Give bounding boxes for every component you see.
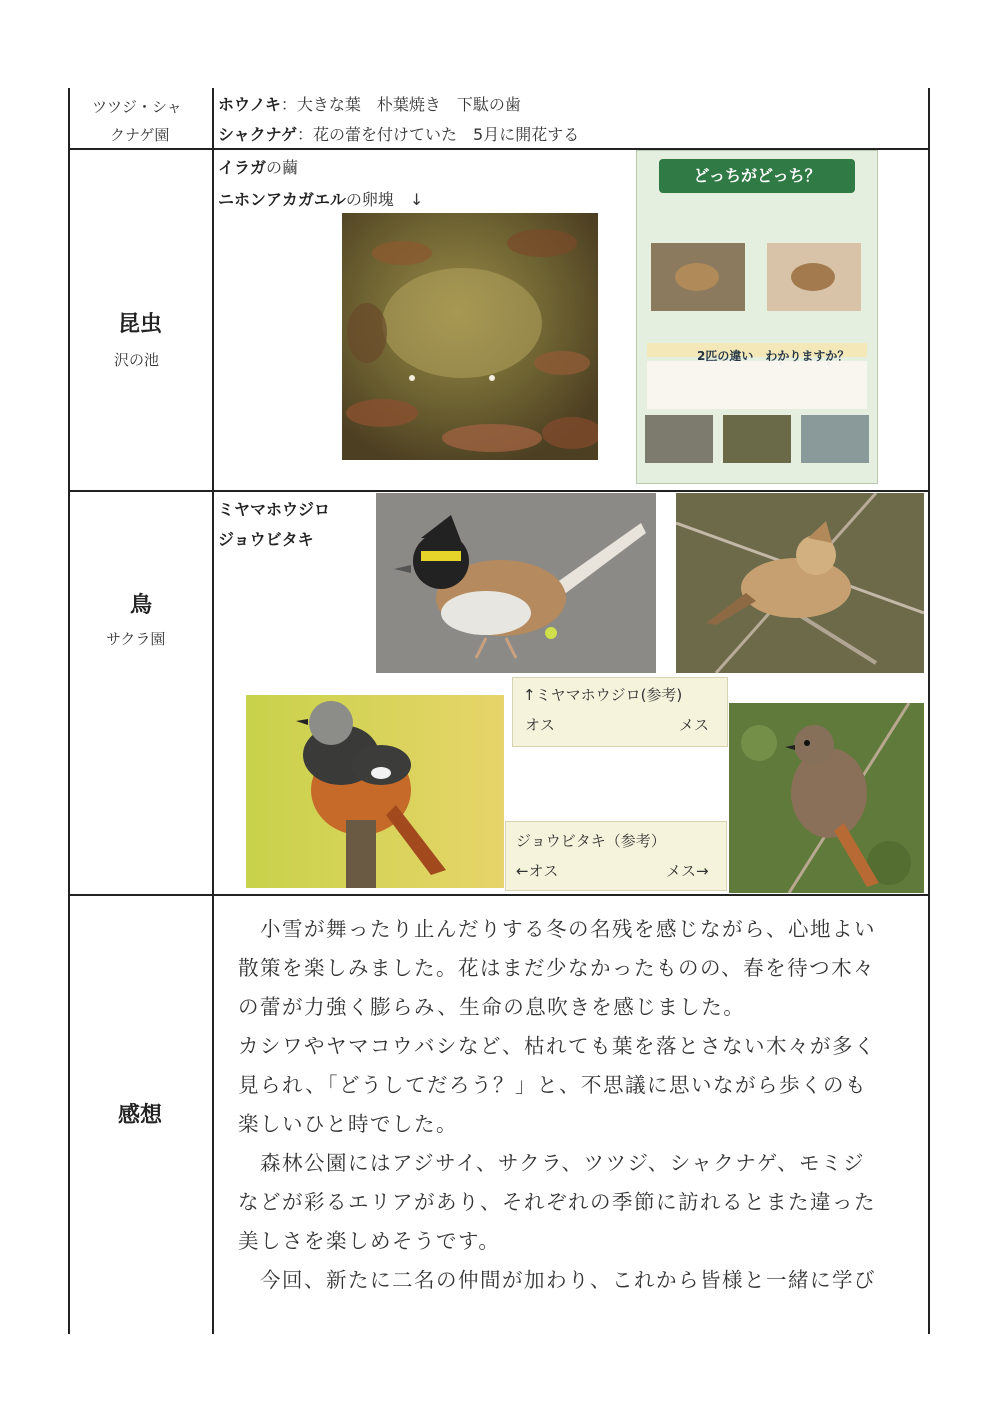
row-label-tsutsuji-1: ツツジ・シャ bbox=[92, 98, 182, 116]
item-name: ホウノキ bbox=[218, 95, 281, 114]
caption-male: オス bbox=[525, 716, 555, 734]
table-right-border bbox=[928, 88, 930, 1334]
impressions-line: 見られ、「どうしてだろう？」と、不思議に思いながら歩くのも bbox=[238, 1073, 867, 1097]
frog-comparison-sign-photo bbox=[636, 150, 878, 484]
caption-title: ジョウビタキ（参考） bbox=[516, 832, 666, 850]
joubitaki-caption bbox=[505, 821, 727, 891]
frog-egg-mass-photo bbox=[342, 213, 598, 460]
row-label-tsutsuji-2: クナゲ園 bbox=[110, 126, 170, 144]
miyamahoojiro-male-photo bbox=[376, 493, 656, 673]
impressions-line: 楽しいひと時でした。 bbox=[238, 1112, 458, 1136]
item-shakunage bbox=[218, 122, 579, 145]
miyamahoojiro-female-photo bbox=[676, 493, 924, 673]
row-place-insects: 沢の池 bbox=[114, 351, 160, 369]
row-divider-2 bbox=[68, 490, 930, 492]
impressions-line: などが彩るエリアがあり、それぞれの季節に訪れるとまた違った bbox=[238, 1190, 876, 1214]
item-name: イラガ bbox=[218, 158, 267, 177]
impressions-text bbox=[238, 910, 898, 1300]
item-desc: の卵塊 ↓ bbox=[345, 190, 424, 209]
caption-male: ←オス bbox=[516, 862, 559, 880]
table-column-divider bbox=[212, 88, 214, 1334]
caption-female: メス bbox=[679, 716, 710, 734]
item-frog-eggs bbox=[218, 187, 423, 210]
miyamahoojiro-caption bbox=[512, 677, 728, 747]
item-iraga bbox=[218, 155, 298, 178]
impressions-line: カシワやヤマコウバシなど、枯れても葉を落とさない木々が多く bbox=[238, 1034, 876, 1058]
row-divider-3 bbox=[68, 894, 930, 896]
joubitaki-female-photo bbox=[729, 703, 924, 893]
item-miyamahoojiro: ミヤマホウジロ bbox=[218, 500, 331, 519]
sign-title: どっちがどっち？ bbox=[659, 159, 855, 193]
impressions-line: 森林公園にはアジサイ、サクラ、ツツジ、シャクナゲ、モミジ bbox=[238, 1151, 866, 1175]
impressions-line: 今回、新たに二名の仲間が加わり、これから皆様と一緒に学び bbox=[238, 1268, 876, 1292]
row-place-birds: サクラ園 bbox=[106, 630, 166, 648]
impressions-line: 小雪が舞ったり止んだりする冬の名残を感じながら、心地よい bbox=[238, 917, 876, 941]
row-title-impressions: 感想 bbox=[118, 1103, 163, 1128]
item-name: シャクナゲ bbox=[218, 125, 298, 144]
sign-subtitle: 2匹の違い わかりますか？ bbox=[697, 349, 850, 363]
caption-title: ↑ミヤマホウジロ(参考) bbox=[523, 686, 683, 704]
impressions-line: の蕾が力強く膨らみ、生命の息吹きを感じました。 bbox=[238, 995, 746, 1019]
item-joubitaki: ジョウビタキ bbox=[218, 530, 314, 549]
impressions-line: 散策を楽しみました。花はまだ少なかったものの、春を待つ木々 bbox=[238, 956, 876, 980]
row-title-birds: 鳥 bbox=[130, 593, 153, 618]
impressions-line: 美しさを楽しめそうです。 bbox=[238, 1229, 501, 1253]
item-desc: の繭 bbox=[266, 158, 299, 177]
item-hounoki bbox=[218, 92, 521, 115]
item-desc: ：花の蕾を付けていた 5月に開花する bbox=[297, 125, 580, 144]
joubitaki-male-photo bbox=[246, 695, 504, 888]
table-left-border bbox=[68, 88, 70, 1334]
item-name: ニホンアカガエル bbox=[218, 190, 346, 209]
row-title-insects: 昆虫 bbox=[118, 312, 163, 337]
item-desc: ：大きな葉 朴葉焼き 下駄の歯 bbox=[280, 95, 521, 114]
caption-female: メス→ bbox=[666, 862, 709, 880]
